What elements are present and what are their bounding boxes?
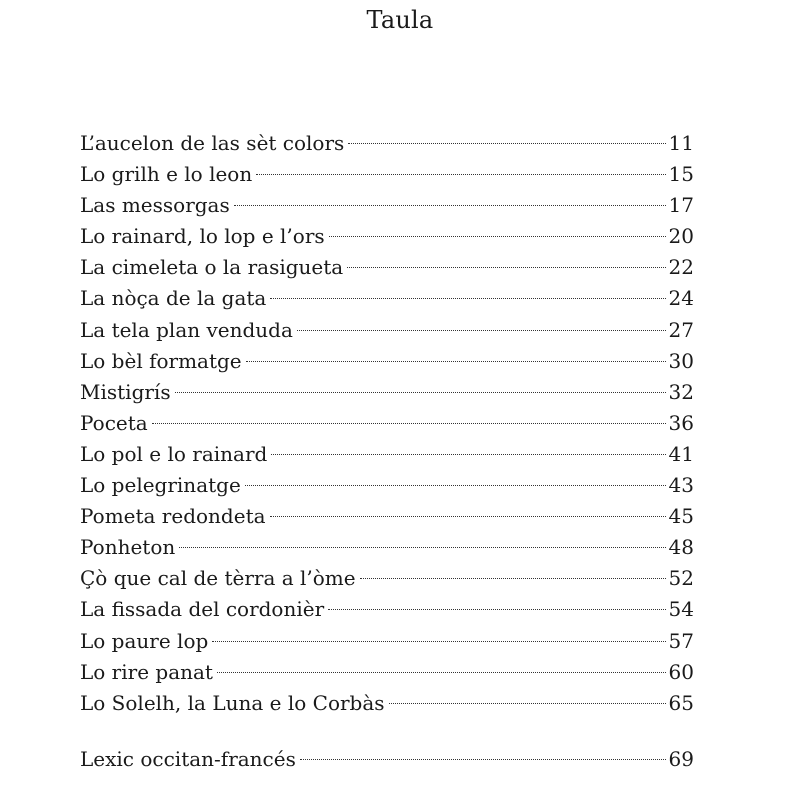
- dot-leader: [256, 174, 665, 175]
- toc-entry[interactable]: [80, 346, 694, 377]
- toc-entry-title: Ponheton: [80, 535, 176, 560]
- toc-entry-title: Lo pol e lo rainard: [80, 441, 268, 466]
- dot-leader: [271, 454, 665, 455]
- dot-leader: [212, 641, 665, 642]
- dot-leader: [389, 703, 666, 704]
- toc-entry-page: 30: [668, 348, 694, 373]
- toc-entry[interactable]: [80, 221, 694, 252]
- dot-leader: [179, 547, 665, 548]
- toc-appendix: [80, 744, 694, 775]
- toc-entry-title: Çò que cal de tèrra a l’òme: [80, 566, 356, 591]
- toc-entry-title: Las messorgas: [80, 193, 230, 218]
- toc-entry-title: Pometa redondeta: [80, 504, 266, 529]
- toc-entry-page: 48: [668, 535, 694, 560]
- toc-entry[interactable]: [80, 657, 694, 688]
- table-of-contents: [80, 128, 694, 719]
- toc-entry-page: 57: [668, 628, 694, 653]
- toc-entry-page: 65: [668, 690, 694, 715]
- toc-entry[interactable]: [80, 688, 694, 719]
- toc-entry-page: 41: [668, 441, 694, 466]
- toc-entry-page: 52: [668, 566, 694, 591]
- toc-entry[interactable]: [80, 190, 694, 221]
- toc-entry[interactable]: [80, 439, 694, 470]
- toc-entry[interactable]: [80, 283, 694, 314]
- toc-entry[interactable]: [80, 563, 694, 594]
- toc-entry-title: Mistigrís: [80, 379, 171, 404]
- toc-entry-page: 36: [668, 410, 694, 435]
- toc-entry-page: 11: [668, 131, 694, 155]
- toc-entry-title: La nòça de la gata: [80, 286, 267, 311]
- dot-leader: [360, 578, 666, 579]
- dot-leader: [234, 205, 666, 206]
- toc-entry[interactable]: [80, 128, 694, 159]
- dot-leader: [329, 236, 666, 237]
- toc-entry-title: La tela plan venduda: [80, 317, 293, 342]
- toc-entry-page: 27: [668, 317, 694, 342]
- toc-entry[interactable]: [80, 252, 694, 283]
- toc-entry-title: Lo rire panat: [80, 659, 213, 684]
- dot-leader: [152, 423, 666, 424]
- toc-entry-title: L’aucelon de las sèt colors: [80, 131, 345, 155]
- toc-entry-title: La cimeleta o la rasigueta: [80, 255, 344, 280]
- toc-entry-page: 20: [668, 224, 694, 249]
- toc-entry-page: 60: [668, 659, 694, 684]
- dot-leader: [348, 143, 665, 144]
- toc-entry-page: 54: [668, 597, 694, 622]
- toc-entry[interactable]: [80, 532, 694, 563]
- toc-entry[interactable]: [80, 594, 694, 625]
- dot-leader: [245, 485, 666, 486]
- toc-entry[interactable]: [80, 159, 694, 190]
- toc-entry-page: 32: [668, 379, 694, 404]
- toc-entry-title: Lo rainard, lo lop e l’ors: [80, 224, 325, 249]
- dot-leader: [328, 609, 665, 610]
- toc-entry[interactable]: [80, 626, 694, 657]
- dot-leader: [175, 392, 666, 393]
- toc-entry[interactable]: [80, 470, 694, 501]
- toc-entry[interactable]: [80, 377, 694, 408]
- dot-leader: [347, 267, 665, 268]
- toc-entry[interactable]: [80, 408, 694, 439]
- toc-entry-page: 43: [668, 473, 694, 498]
- toc-entry-page: 24: [668, 286, 694, 311]
- dot-leader: [270, 298, 665, 299]
- dot-leader: [246, 361, 666, 362]
- toc-entry-title: Poceta: [80, 410, 148, 435]
- dot-leader: [297, 330, 666, 331]
- toc-entry-title: Lo grilh e lo leon: [80, 162, 253, 187]
- toc-entry-title: Lo Solelh, la Luna e lo Corbàs: [80, 690, 385, 715]
- toc-entry[interactable]: [80, 315, 694, 346]
- toc-entry-page: 22: [668, 255, 694, 280]
- dot-leader: [217, 672, 666, 673]
- toc-entry-page: 17: [668, 193, 694, 218]
- toc-entry-title: Lexic occitan-francés: [80, 747, 296, 771]
- toc-entry-title: Lo pelegrinatge: [80, 473, 241, 498]
- dot-leader: [270, 516, 666, 517]
- page-title: Taula: [366, 6, 434, 34]
- toc-entry[interactable]: [80, 501, 694, 532]
- toc-entry-appendix[interactable]: [80, 744, 694, 775]
- toc-entry-page: 15: [668, 162, 694, 187]
- toc-entry-page: 69: [668, 747, 694, 771]
- toc-entry-title: Lo paure lop: [80, 628, 209, 653]
- toc-entry-title: Lo bèl formatge: [80, 348, 242, 373]
- dot-leader: [300, 759, 666, 760]
- toc-entry-page: 45: [668, 504, 694, 529]
- toc-entry-title: La fissada del cordonièr: [80, 597, 325, 622]
